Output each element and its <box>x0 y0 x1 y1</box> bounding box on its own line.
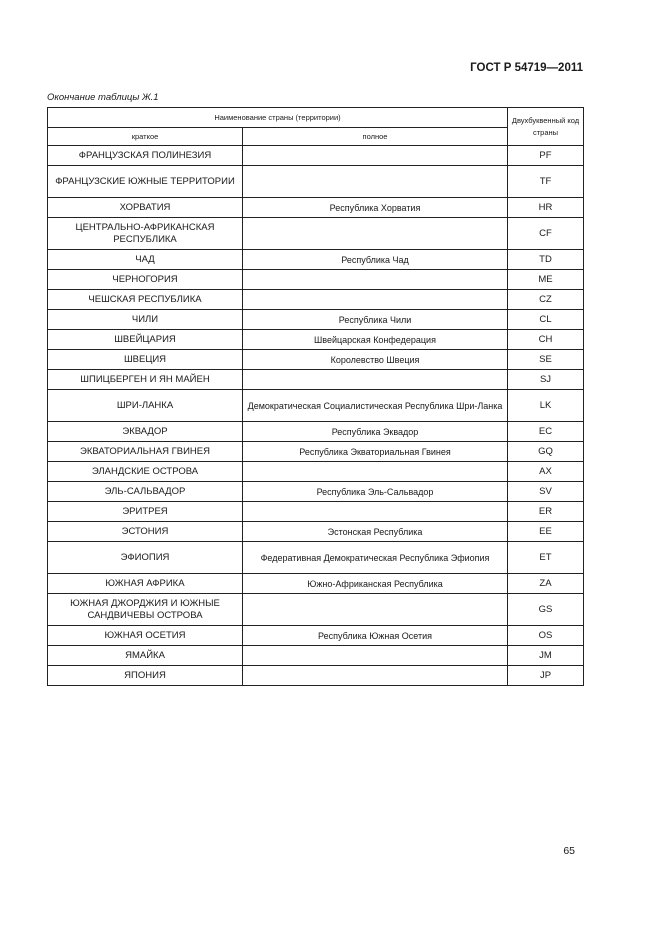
cell-short-name: ЧИЛИ <box>48 310 243 330</box>
cell-short-name: ЯМАЙКА <box>48 646 243 666</box>
cell-full-name: Эстонская Республика <box>243 522 508 542</box>
cell-short-name: ФРАНЦУЗСКАЯ ПОЛИНЕЗИЯ <box>48 146 243 166</box>
cell-short-name: ЦЕНТРАЛЬНО-АФРИКАНСКАЯ РЕСПУБЛИКА <box>48 218 243 250</box>
cell-full-name <box>243 166 508 198</box>
table-row <box>48 574 584 594</box>
table-row <box>48 462 584 482</box>
table-row <box>48 442 584 462</box>
cell-short-name: ЮЖНАЯ ОСЕТИЯ <box>48 626 243 646</box>
full-name-column-header: полное <box>243 128 508 146</box>
table-row <box>48 310 584 330</box>
table-row <box>48 522 584 542</box>
cell-short-name: ЭЛАНДСКИЕ ОСТРОВА <box>48 462 243 482</box>
cell-short-name: ШРИ-ЛАНКА <box>48 390 243 422</box>
cell-country-code: ER <box>508 502 584 522</box>
cell-short-name: ФРАНЦУЗСКИЕ ЮЖНЫЕ ТЕРРИТОРИИ <box>48 166 243 198</box>
table-row <box>48 166 584 198</box>
cell-full-name: Демократическая Социалистическая Республика Шри-Ланка <box>243 390 508 422</box>
cell-country-code: AX <box>508 462 584 482</box>
table-row <box>48 218 584 250</box>
cell-full-name <box>243 270 508 290</box>
cell-country-code: TD <box>508 250 584 270</box>
cell-full-name: Республика Хорватия <box>243 198 508 218</box>
cell-full-name <box>243 218 508 250</box>
cell-full-name: Республика Чили <box>243 310 508 330</box>
table-row <box>48 198 584 218</box>
table-row <box>48 290 584 310</box>
cell-full-name <box>243 646 508 666</box>
cell-short-name: ЭСТОНИЯ <box>48 522 243 542</box>
cell-short-name: ХОРВАТИЯ <box>48 198 243 218</box>
cell-short-name: ЭРИТРЕЯ <box>48 502 243 522</box>
cell-country-code: GQ <box>508 442 584 462</box>
table-row <box>48 146 584 166</box>
country-codes-table <box>47 107 584 686</box>
cell-full-name <box>243 462 508 482</box>
document-code: ГОСТ Р 54719—2011 <box>470 62 583 74</box>
cell-full-name: Республика Чад <box>243 250 508 270</box>
cell-full-name <box>243 146 508 166</box>
table-row <box>48 542 584 574</box>
table-row <box>48 370 584 390</box>
cell-country-code: GS <box>508 594 584 626</box>
cell-country-code: JM <box>508 646 584 666</box>
cell-country-code: CZ <box>508 290 584 310</box>
cell-short-name: ЭФИОПИЯ <box>48 542 243 574</box>
table-row <box>48 350 584 370</box>
cell-country-code: TF <box>508 166 584 198</box>
cell-country-code: ME <box>508 270 584 290</box>
cell-full-name: Республика Эквадор <box>243 422 508 442</box>
cell-country-code: ET <box>508 542 584 574</box>
cell-country-code: PF <box>508 146 584 166</box>
page-number: 65 <box>563 845 575 857</box>
cell-short-name: ЧЕРНОГОРИЯ <box>48 270 243 290</box>
cell-country-code: ZA <box>508 574 584 594</box>
cell-full-name: Республика Экваториальная Гвинея <box>243 442 508 462</box>
table-row <box>48 502 584 522</box>
cell-short-name: ЭКВАТОРИАЛЬНАЯ ГВИНЕЯ <box>48 442 243 462</box>
cell-full-name: Королевство Швеция <box>243 350 508 370</box>
table-row <box>48 482 584 502</box>
country-name-group-header: Наименование страны (территории) <box>48 108 508 128</box>
table-row <box>48 666 584 686</box>
cell-full-name: Федеративная Демократическая Республика Эфиопия <box>243 542 508 574</box>
table-row <box>48 250 584 270</box>
cell-short-name: ШПИЦБЕРГЕН И ЯН МАЙЕН <box>48 370 243 390</box>
cell-country-code: CF <box>508 218 584 250</box>
cell-full-name <box>243 370 508 390</box>
cell-full-name <box>243 666 508 686</box>
cell-short-name: ЧАД <box>48 250 243 270</box>
cell-country-code: EE <box>508 522 584 542</box>
table-body <box>48 146 584 686</box>
cell-country-code: JP <box>508 666 584 686</box>
table-row <box>48 270 584 290</box>
cell-country-code: SJ <box>508 370 584 390</box>
cell-short-name: ЯПОНИЯ <box>48 666 243 686</box>
cell-short-name: ЭКВАДОР <box>48 422 243 442</box>
cell-full-name <box>243 594 508 626</box>
cell-country-code: EC <box>508 422 584 442</box>
cell-short-name: ЭЛЬ-САЛЬВАДОР <box>48 482 243 502</box>
cell-short-name: ЧЕШСКАЯ РЕСПУБЛИКА <box>48 290 243 310</box>
table-row <box>48 626 584 646</box>
cell-country-code: CL <box>508 310 584 330</box>
cell-short-name: ЮЖНАЯ ДЖОРДЖИЯ И ЮЖНЫЕ САНДВИЧЕВЫ ОСТРОВА <box>48 594 243 626</box>
cell-country-code: LK <box>508 390 584 422</box>
cell-short-name: ЮЖНАЯ АФРИКА <box>48 574 243 594</box>
table-caption: Окончание таблицы Ж.1 <box>47 92 159 103</box>
table-row <box>48 594 584 626</box>
cell-country-code: SE <box>508 350 584 370</box>
cell-country-code: OS <box>508 626 584 646</box>
cell-country-code: SV <box>508 482 584 502</box>
cell-country-code: HR <box>508 198 584 218</box>
cell-full-name <box>243 502 508 522</box>
table-row <box>48 330 584 350</box>
short-name-column-header: краткое <box>48 128 243 146</box>
code-column-header: Двухбуквенный код страны <box>508 108 584 146</box>
cell-full-name: Республика Эль-Сальвадор <box>243 482 508 502</box>
cell-country-code: CH <box>508 330 584 350</box>
cell-full-name: Южно-Африканская Республика <box>243 574 508 594</box>
cell-short-name: ШВЕЦИЯ <box>48 350 243 370</box>
cell-full-name <box>243 290 508 310</box>
cell-full-name: Швейцарская Конфедерация <box>243 330 508 350</box>
cell-short-name: ШВЕЙЦАРИЯ <box>48 330 243 350</box>
table-row <box>48 422 584 442</box>
table-row <box>48 646 584 666</box>
table-row <box>48 390 584 422</box>
cell-full-name: Республика Южная Осетия <box>243 626 508 646</box>
